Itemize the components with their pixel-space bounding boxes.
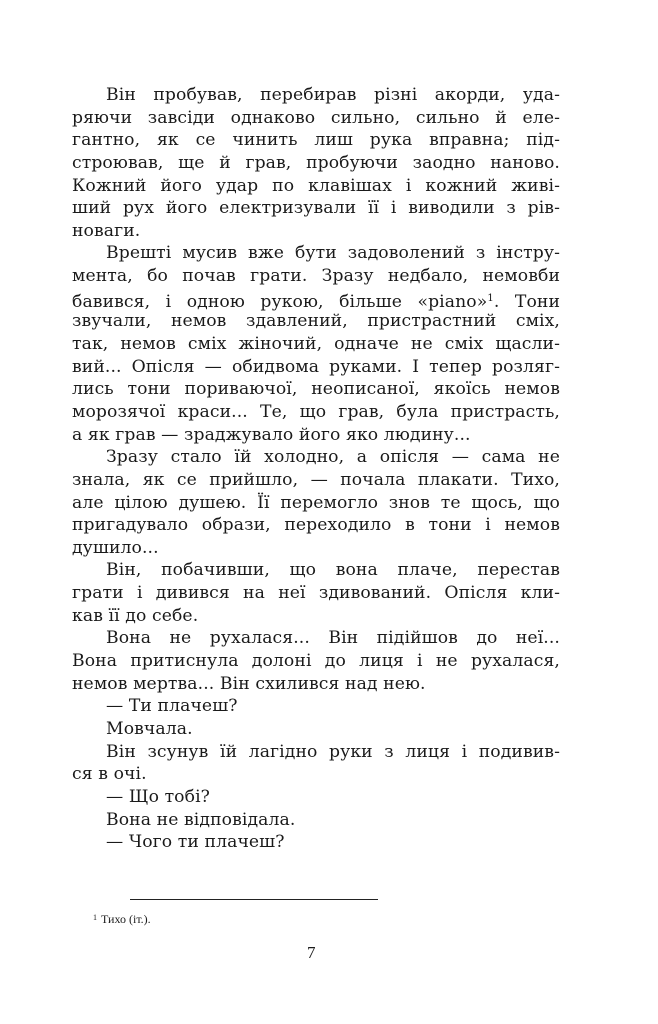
text-line-content: грати і дивився на неї здивований. Опісля кли- [72,583,560,604]
text-line [72,220,560,243]
text-line-content: але цілою душею. Її перемогло знов те щось, що [72,492,560,513]
text-line-content: пригадувало образи, переходило в тони і немов [72,515,560,536]
text-line-tail: . Тони [493,291,560,312]
text-line-content: ряючи завсіди однаково сильно, сильно й еле- [72,107,560,128]
text-line-content: гантно, як се чинить лиш рука вправна; під- [72,130,560,151]
text-line [72,356,560,379]
text-line-content: Він зсунув їй лагідно руки з лиця і подивив- [106,741,560,762]
text-line [72,107,560,130]
page-body-text [72,84,560,854]
footnote-reference: 1 [487,292,494,304]
text-line-content: так, немов сміх жіночий, одначе не сміх щасли- [72,334,560,355]
footnote [93,912,151,927]
text-line [72,175,560,198]
footnote-mark: 1 [93,913,97,922]
text-line-content: морозячої краси... Те, що грав, була пристрасть, [72,401,560,422]
text-line [72,310,560,333]
text-line-content: — Чого ти плачеш? [106,832,285,853]
text-line-content: ший рух його електризували її і виводили з рів- [72,198,560,219]
text-line-content: немов мертва... Він схилився над нею. [72,673,426,694]
text-line-content: строював, ще й грав, пробуючи заодно наново. [72,152,560,173]
text-line [72,559,560,582]
text-line [72,492,560,515]
text-line-content: кав її до себе. [72,605,199,626]
text-line [72,514,560,537]
text-line [72,673,560,696]
text-line [72,786,560,809]
text-line [72,129,560,152]
text-line-content: лись тони пориваючої, неописаної, якоїсь немов [72,379,560,400]
text-line-content: душило... [72,537,159,558]
text-line-content: вий... Опісля — обидвома руками. І тепер розляг- [72,356,560,377]
text-line-content: Мовчала. [106,718,193,739]
text-line-content: мента, бо почав грати. Зразу недбало, немовби [72,266,560,287]
text-line-content: — Ти плачеш? [106,696,238,717]
text-line-content: новаги. [72,220,141,241]
text-line [72,152,560,175]
text-line-content: бавився, і одною рукою, більше «piano» [72,291,488,312]
text-line-content: Кожний його удар по клавішах і кожний живі- [72,175,560,196]
text-line [72,469,560,492]
text-line [72,197,560,220]
text-line-content: Він, побачивши, що вона плаче, перестав [106,560,560,581]
footnote-text: Тихо (іт.). [101,912,151,926]
text-line-content: — Що тобі? [106,786,210,807]
footnote-divider [130,899,378,900]
text-line [72,650,560,673]
text-line [72,695,560,718]
text-line-content: Зразу стало їй холодно, а опісля — сама не [106,447,560,468]
text-line [72,333,560,356]
text-line [72,378,560,401]
text-line [72,582,560,605]
text-line [72,84,560,107]
text-line-content: Вона не рухалася... Він підійшов до неї... [106,628,560,649]
text-line [72,831,560,854]
text-line [72,741,560,764]
text-line [72,288,560,311]
text-line-content: Врешті мусив вже бути задоволений з інстру- [106,243,560,264]
text-line-content: ся в очі. [72,764,147,785]
text-line [72,718,560,741]
text-line [72,605,560,628]
text-line [72,809,560,832]
text-line-content: знала, як се прийшло, — почала плакати. Тихо, [72,469,560,490]
text-line [72,401,560,424]
text-line [72,265,560,288]
text-line [72,537,560,560]
text-line [72,446,560,469]
text-line [72,627,560,650]
text-line [72,424,560,447]
text-line-content: Вона не відповідала. [106,809,296,830]
page-number: 7 [307,943,316,962]
text-line [72,763,560,786]
text-line [72,242,560,265]
text-line-content: Вона притиснула долоні до лиця і не рухалася, [72,651,560,672]
text-line-content: звучали, немов здавлений, пристрастний сміх, [72,311,560,332]
text-line-content: Він пробував, перебирав різні акорди, уда- [106,85,560,105]
text-line-content: а як грав — зраджувало його яко людину... [72,424,471,445]
